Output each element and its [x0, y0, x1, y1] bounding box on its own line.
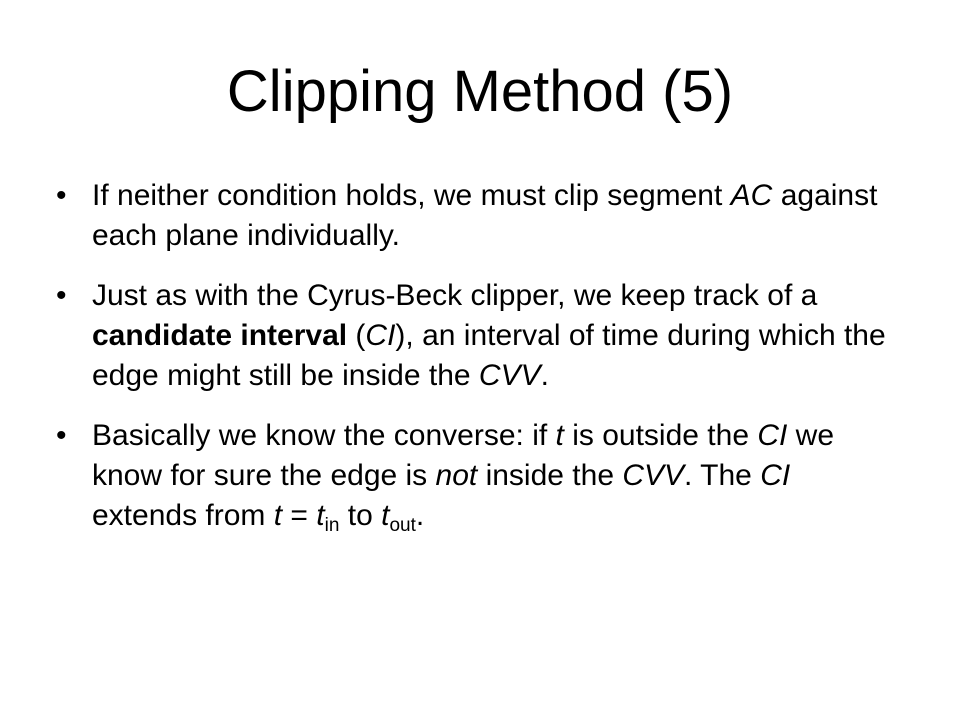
bullet-marker: • [56, 419, 67, 452]
bullet-item [56, 176, 896, 256]
bullet-marker: • [56, 279, 67, 312]
text-run: we know for sure the edge is [92, 419, 835, 492]
italic-term: t [273, 499, 283, 532]
text-run: Just as with the Cyrus-Beck clipper, we keep track of a [92, 279, 818, 312]
italic-term: not [435, 459, 478, 492]
italic-term: CI [365, 319, 396, 352]
italic-term: CI [760, 459, 791, 492]
italic-term: CVV [478, 359, 541, 392]
text-run: = [282, 499, 317, 532]
bullet-list [56, 176, 896, 556]
italic-term: CVV [622, 459, 685, 492]
text-run: against each plane individually. [92, 179, 878, 252]
italic-term: t [555, 419, 564, 452]
bullet-text [92, 419, 835, 536]
text-run: ( [347, 319, 366, 352]
subscript: in [324, 515, 340, 536]
bullet-item [56, 416, 896, 536]
bold-term: candidate interval [92, 319, 348, 352]
text-run: to [339, 499, 382, 532]
italic-term: t [316, 499, 325, 532]
text-run: . [540, 359, 549, 392]
text-run: . The [684, 459, 761, 492]
text-run: If neither condition holds, we must clip segment [92, 179, 731, 212]
bullet-item [56, 276, 896, 396]
text-run: . [415, 499, 425, 532]
italic-term: t [381, 499, 390, 532]
subscript: out [389, 515, 416, 536]
text-run: ), an interval of time during which the edge might still be inside the [92, 319, 886, 392]
bullet-text [92, 279, 886, 392]
text-run: Basically we know the converse: if [92, 419, 556, 452]
text-run: is outside the [563, 419, 758, 452]
bullet-marker: • [56, 179, 67, 212]
text-run: inside the [477, 459, 623, 492]
italic-term: AC [730, 179, 773, 212]
slide-title: Clipping Method (5) [226, 59, 734, 124]
text-run: extends from [92, 499, 274, 532]
italic-term: CI [757, 419, 788, 452]
bullet-text [92, 179, 877, 252]
